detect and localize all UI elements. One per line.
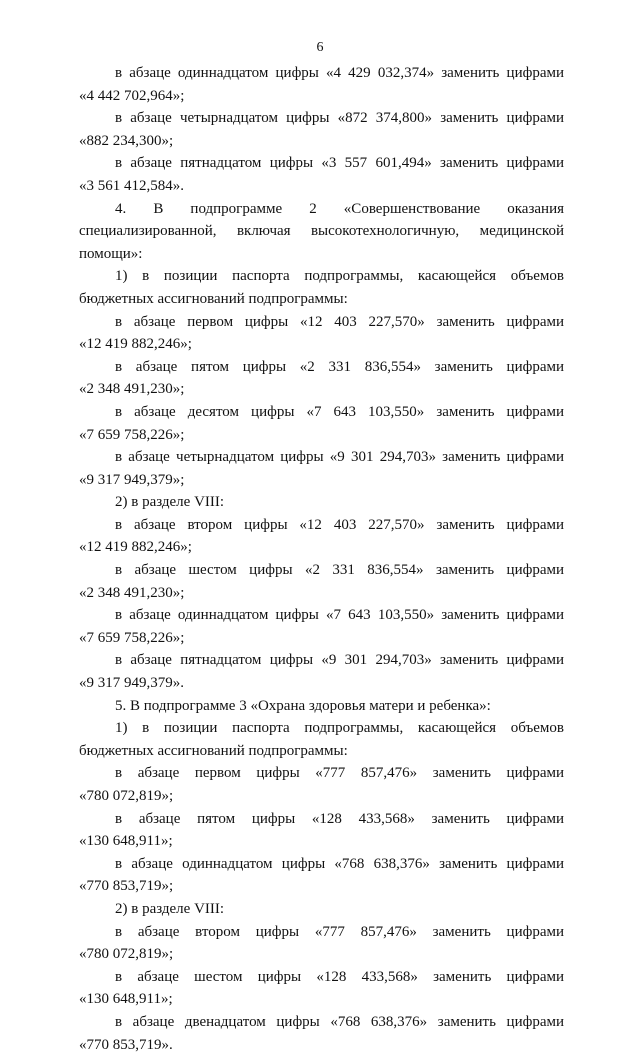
paragraph-first-line: в абзаце пятнадцатом цифры «9 301 294,703» заменить цифрами [115,652,564,669]
paragraph-continuation: «12 419 882,246»; [79,336,192,353]
paragraph-first-line: в абзаце пятнадцатом цифры «3 557 601,494» заменить цифрами [115,155,564,172]
paragraph [79,356,564,401]
paragraph-continuation: «130 648,911»; [79,833,173,850]
paragraph [79,107,564,152]
paragraph-continuation: «4 442 702,964»; [79,87,185,104]
paragraph [79,198,564,266]
paragraph-first-line: в абзаце втором цифры «777 857,476» заменить цифрами [115,923,564,940]
paragraph [79,401,564,446]
paragraph [79,808,564,853]
page-number: 6 [316,40,324,55]
paragraph [79,921,564,966]
paragraph-first-line: в абзаце первом цифры «12 403 227,570» заменить цифрами [115,313,564,330]
paragraph-continuation: «7 659 758,226»; [79,629,185,646]
paragraph-first-line: в абзаце шестом цифры «2 331 836,554» заменить цифрами [115,562,564,579]
paragraph [79,604,564,649]
paragraph-continuation: бюджетных ассигнований подпрограммы: [79,742,348,759]
document-body [79,62,564,1056]
paragraph [79,514,564,559]
paragraph [79,265,564,310]
paragraph-first-line: в абзаце одиннадцатом цифры «4 429 032,374» заменить цифрами [115,65,564,81]
paragraph-first-line: в абзаце четырнадцатом цифры «9 301 294,703» заменить цифрами [115,449,564,466]
paragraph-continuation: «882 234,300»; [79,132,174,149]
paragraph-first-line: в абзаце четырнадцатом цифры «872 374,800» заменить цифрами [115,110,564,127]
paragraph [79,762,564,807]
paragraph-continuation: «770 853,719»; [79,878,174,895]
paragraph [79,559,564,604]
paragraph-first-line: 4. В подпрограмме 2 «Совершенствование оказания [115,200,564,217]
paragraph-first-line: в абзаце первом цифры «777 857,476» заменить цифрами [115,765,564,782]
paragraph-first-line: в абзаце пятом цифры «128 433,568» заменить цифрами [115,810,564,827]
paragraph [79,717,564,762]
paragraph-continuation: «770 853,719». [79,1036,173,1053]
paragraph-continuation: «130 648,911»; [79,991,173,1008]
paragraph: 2) в разделе VIII: [115,494,225,511]
paragraph: 2) в разделе VIII: [115,900,225,917]
paragraph [79,152,564,197]
paragraph-continuation: «780 072,819»; [79,946,174,963]
paragraph-first-line: в абзаце втором цифры «12 403 227,570» заменить цифрами [115,516,564,533]
paragraph-continuation: «3 561 412,584». [79,177,184,194]
paragraph-first-line: в абзаце одиннадцатом цифры «768 638,376» заменить цифрами [115,855,564,872]
paragraph-continuation: «780 072,819»; [79,788,174,804]
paragraph-continuation: «9 317 949,379»; [79,471,185,488]
paragraph-continuation: «2 348 491,230»; [79,381,185,398]
paragraph [79,649,564,694]
paragraph [79,446,564,491]
paragraph-first-line: 1) в позиции паспорта подпрограммы, касающейся объемов [115,720,564,737]
paragraph [79,311,564,356]
paragraph-first-line: в абзаце пятом цифры «2 331 836,554» заменить цифрами [115,358,564,375]
paragraph [79,966,564,1011]
paragraph-first-line: в абзаце десятом цифры «7 643 103,550» заменить цифрами [115,403,564,420]
paragraph [79,853,564,898]
paragraph-first-line: 1) в позиции паспорта подпрограммы, касающейся объемов [115,268,564,285]
paragraph-continuation: «7 659 758,226»; [79,426,185,443]
paragraph-first-line: в абзаце шестом цифры «128 433,568» заменить цифрами [115,968,564,985]
paragraph-continuation: «12 419 882,246»; [79,539,192,556]
paragraph [79,62,564,107]
paragraph: 5. В подпрограмме 3 «Охрана здоровья матери и ребенка»: [115,697,491,714]
paragraph-continuation: «2 348 491,230»; [79,584,185,601]
paragraph-first-line: в абзаце одиннадцатом цифры «7 643 103,550» заменить цифрами [115,607,564,624]
paragraph [79,1011,564,1056]
paragraph-continuation: бюджетных ассигнований подпрограммы: [79,290,348,307]
paragraph-continuation: специализированной, включая высокотехнологичную, медицинской помощи»: [79,223,564,262]
paragraph-continuation: «9 317 949,379». [79,675,184,692]
paragraph-first-line: в абзаце двенадцатом цифры «768 638,376» заменить цифрами [115,1013,564,1030]
